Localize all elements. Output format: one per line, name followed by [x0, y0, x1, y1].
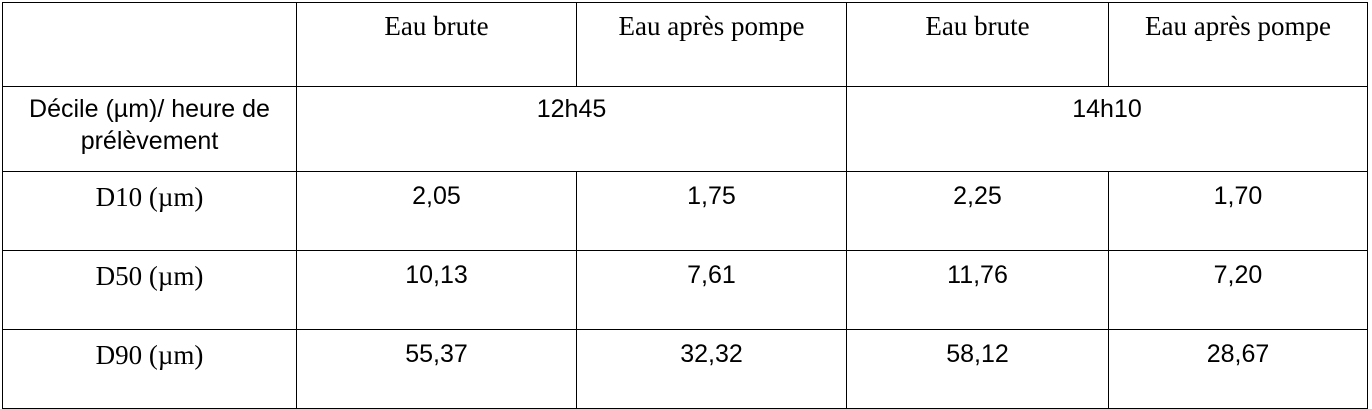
header-cell-eau-brute-1: Eau brute	[297, 3, 577, 87]
header-cell-eau-apres-pompe-1: Eau après pompe	[577, 3, 847, 87]
row-label-d90: D90 (µm)	[3, 330, 297, 409]
cell-d90-brute-1245: 55,37	[297, 330, 577, 409]
cell-d90-pompe-1410: 28,67	[1109, 330, 1368, 409]
cell-d50-brute-1410: 11,76	[847, 251, 1109, 330]
table-row	[3, 172, 1368, 251]
cell-d90-brute-1410: 58,12	[847, 330, 1109, 409]
decile-table	[2, 2, 1368, 409]
cell-d50-pompe-1245: 7,61	[577, 251, 847, 330]
time-cell-2: 14h10	[847, 87, 1368, 172]
header-cell-empty	[3, 3, 297, 87]
row-label-d10: D10 (µm)	[3, 172, 297, 251]
table-header-row	[3, 3, 1368, 87]
table-row	[3, 251, 1368, 330]
decile-time-label: Décile (µm)/ heure de prélèvement	[3, 87, 297, 172]
row-label-d50: D50 (µm)	[3, 251, 297, 330]
header-cell-eau-brute-2: Eau brute	[847, 3, 1109, 87]
cell-d10-brute-1410: 2,25	[847, 172, 1109, 251]
time-row	[3, 87, 1368, 172]
cell-d10-brute-1245: 2,05	[297, 172, 577, 251]
header-cell-eau-apres-pompe-2: Eau après pompe	[1109, 3, 1368, 87]
time-cell-1: 12h45	[297, 87, 847, 172]
cell-d10-pompe-1410: 1,70	[1109, 172, 1368, 251]
cell-d50-brute-1245: 10,13	[297, 251, 577, 330]
cell-d10-pompe-1245: 1,75	[577, 172, 847, 251]
cell-d90-pompe-1245: 32,32	[577, 330, 847, 409]
table-row	[3, 330, 1368, 409]
cell-d50-pompe-1410: 7,20	[1109, 251, 1368, 330]
